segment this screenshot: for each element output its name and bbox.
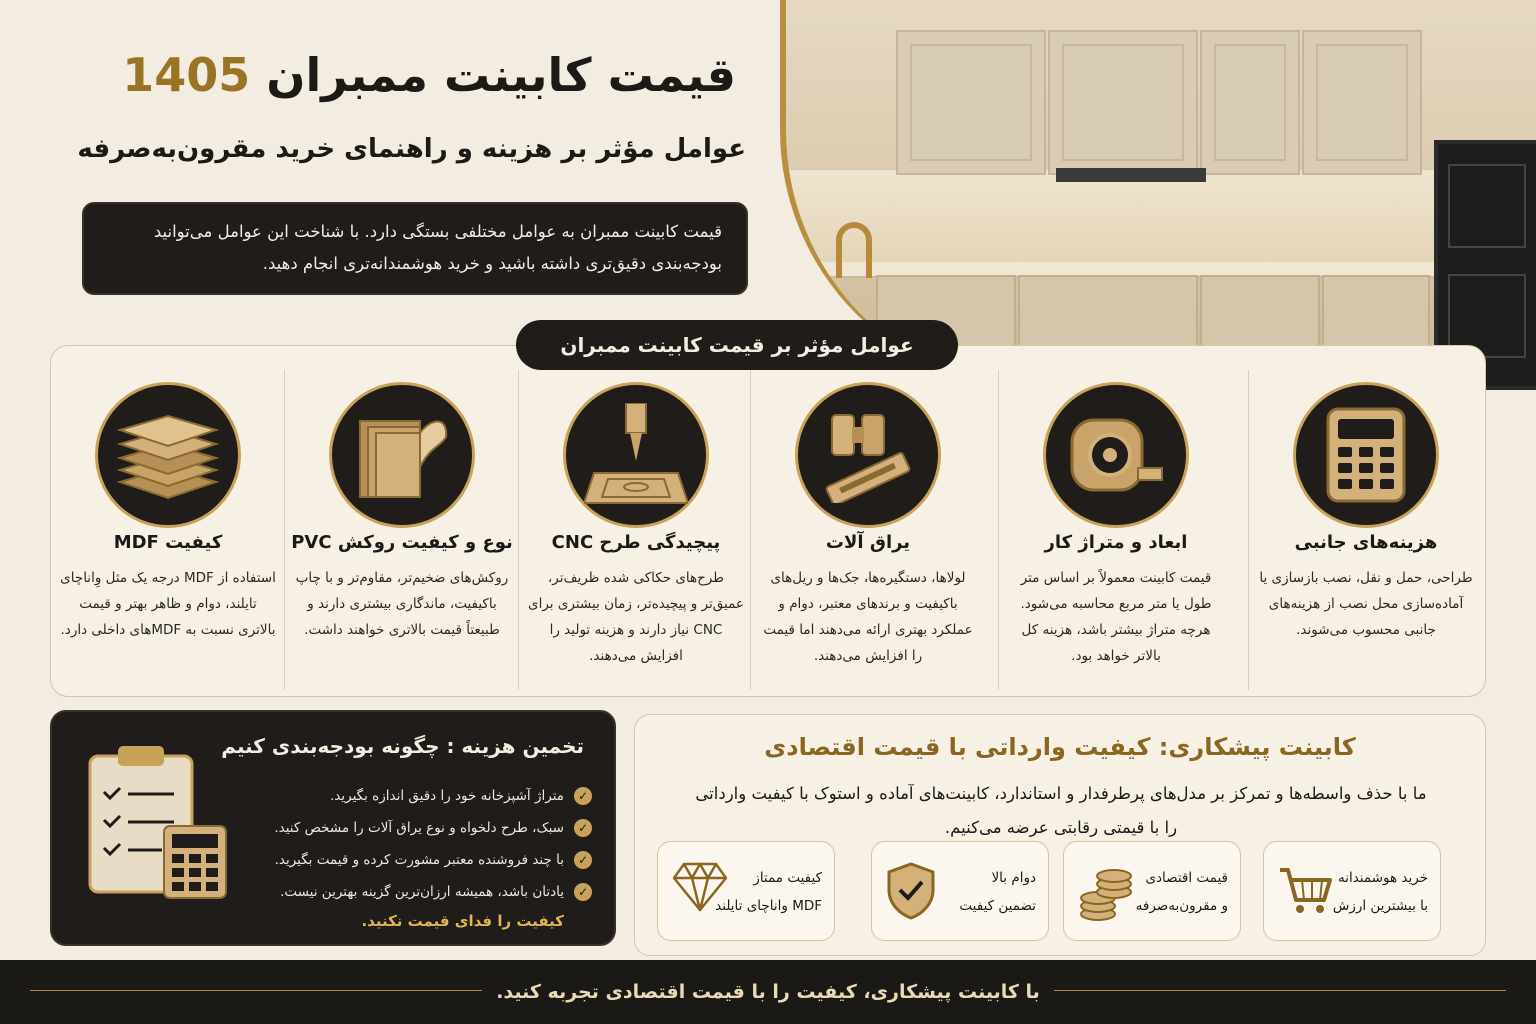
company-title: کابینت پیشکاری: کیفیت وارداتی با قیمت اقتصادی: [764, 733, 1356, 761]
budget-warning: کیفیت را فدای قیمت نکنید.: [361, 912, 564, 930]
factor-card: [1250, 370, 1482, 690]
company-box: [634, 714, 1486, 956]
factor-card: [520, 370, 752, 690]
budget-list: [162, 780, 592, 908]
check-icon: ✓: [574, 787, 592, 805]
list-item: ✓ سبک، طرح دلخواه و نوع یراق آلات را مشخص کنید.: [162, 812, 592, 844]
budget-box: [50, 710, 616, 946]
feature-card: [1263, 841, 1441, 941]
hinge-icon: [795, 382, 941, 528]
factor-card: [52, 370, 284, 690]
list-item: ✓ متراژ آشپزخانه خود را دقیق اندازه بگیرید.: [162, 780, 592, 812]
title-text: قیمت کابینت ممبران: [266, 48, 736, 102]
list-item: ✓ با چند فروشنده معتبر مشورت کرده و قیمت بگیرید.: [162, 844, 592, 876]
factor-desc: قیمت کابینت معمولاً بر اساس متر طول یا متر مربع محاسبه می‌شود. هرچه متراژ بیشتر باشد، هزینه کل بالاتر خواهد بود.: [1020, 570, 1212, 664]
feature-line1: خرید هوشمندانه: [1337, 870, 1428, 886]
feature-card: [1063, 841, 1241, 941]
budget-title: تخمین هزینه : چگونه بودجه‌بندی کنیم: [221, 734, 584, 758]
cnc-icon: [563, 382, 709, 528]
factor-card: [286, 370, 518, 690]
factor-desc: روکش‌های ضخیم‌تر، مقاوم‌تر و با چاپ باکیفیت، ماندگاری بیشتری دارند و طبیعتاً قیمت بالاتری خواهند داشت.: [295, 570, 509, 638]
factor-card: [1000, 370, 1232, 690]
calculator-icon: [1293, 382, 1439, 528]
footer-text: با کابینت پیشکاری، کیفیت را با قیمت اقتصادی تجربه کنید.: [482, 981, 1054, 1003]
factors-heading: عوامل مؤثر بر قیمت کابینت ممبران: [516, 320, 958, 370]
feature-line1: دوام بالا: [991, 870, 1036, 886]
factor-title: ابعاد و متراژ کار: [1044, 532, 1188, 553]
factor-desc: لولاها، دستگیره‌ها، جک‌ها و ریل‌های باکیفیت و برندهای معتبر، دوام و عملکرد بهتری ارائه می‌دهند اما قیمت را افزایش می‌دهند.: [763, 570, 973, 664]
factor-desc: طراحی، حمل و نقل، نصب بازسازی یا آماده‌سازی محل نصب از هزینه‌های جانبی محسوب می‌شوند.: [1259, 570, 1473, 638]
mdf-layers-icon: [95, 382, 241, 528]
feature-line2: و مقرون‌به‌صرفه: [1135, 898, 1228, 914]
footer-bar: [0, 960, 1536, 1024]
factor-title: هزینه‌های جانبی: [1294, 532, 1438, 553]
company-desc: ما با حذف واسطه‌ها و تمرکز بر مدل‌های پرطرفدار و استاندارد، کابینت‌های آماده و استوک با کیفیت وارداتی را با قیمتی رقابتی عرضه می‌کنیم.: [695, 784, 1427, 837]
factor-title: نوع و کیفیت روکش PVC: [291, 532, 513, 553]
feature-line1: قیمت اقتصادی: [1145, 870, 1228, 886]
feature-line2: تضمین کیفیت: [959, 898, 1036, 914]
tape-measure-icon: [1043, 382, 1189, 528]
check-icon: ✓: [574, 851, 592, 869]
factor-desc: طرح‌های حکاکی شده ظریف‌تر، عمیق‌تر و پیچیده‌تر، زمان بیشتری برای CNC نیاز دارند و هزینه تولید را افزایش می‌دهند.: [528, 570, 744, 664]
feature-line2: MDF واناچای تایلند: [715, 898, 822, 914]
factor-title: یراق آلات: [825, 532, 911, 553]
feature-line2: با بیشترین ارزش: [1332, 898, 1428, 914]
factor-card: [752, 370, 984, 690]
pvc-sheet-icon: [329, 382, 475, 528]
factor-title: پیچیدگی طرح CNC: [551, 532, 721, 553]
list-item: ✓ یادتان باشد، همیشه ارزان‌ترین گزینه بهترین نیست.: [162, 876, 592, 908]
feature-card: [871, 841, 1049, 941]
title-year: 1405: [122, 48, 251, 102]
factor-title: کیفیت MDF: [113, 532, 223, 553]
page-title: [36, 48, 736, 102]
feature-card: [657, 841, 835, 941]
feature-line1: کیفیت ممتاز: [753, 870, 822, 886]
page-subtitle: عوامل مؤثر بر هزینه و راهنمای خرید مقرون‌به‌صرفه: [77, 134, 746, 164]
check-icon: ✓: [574, 883, 592, 901]
intro-box: قیمت کابینت ممبران به عوامل مختلفی بستگی دارد. با شناخت این عوامل می‌توانید بودجه‌بندی دقیق‌تری داشته باشید و خرید هوشمندانه‌تری انجام دهید.: [82, 202, 748, 295]
check-icon: ✓: [574, 819, 592, 837]
factor-desc: استفاده از MDF درجه یک مثل وِاناچای تایلند، دوام و ظاهر بهتر و قیمت بالاتری نسبت به MDFهای داخلی دارد.: [60, 570, 276, 638]
